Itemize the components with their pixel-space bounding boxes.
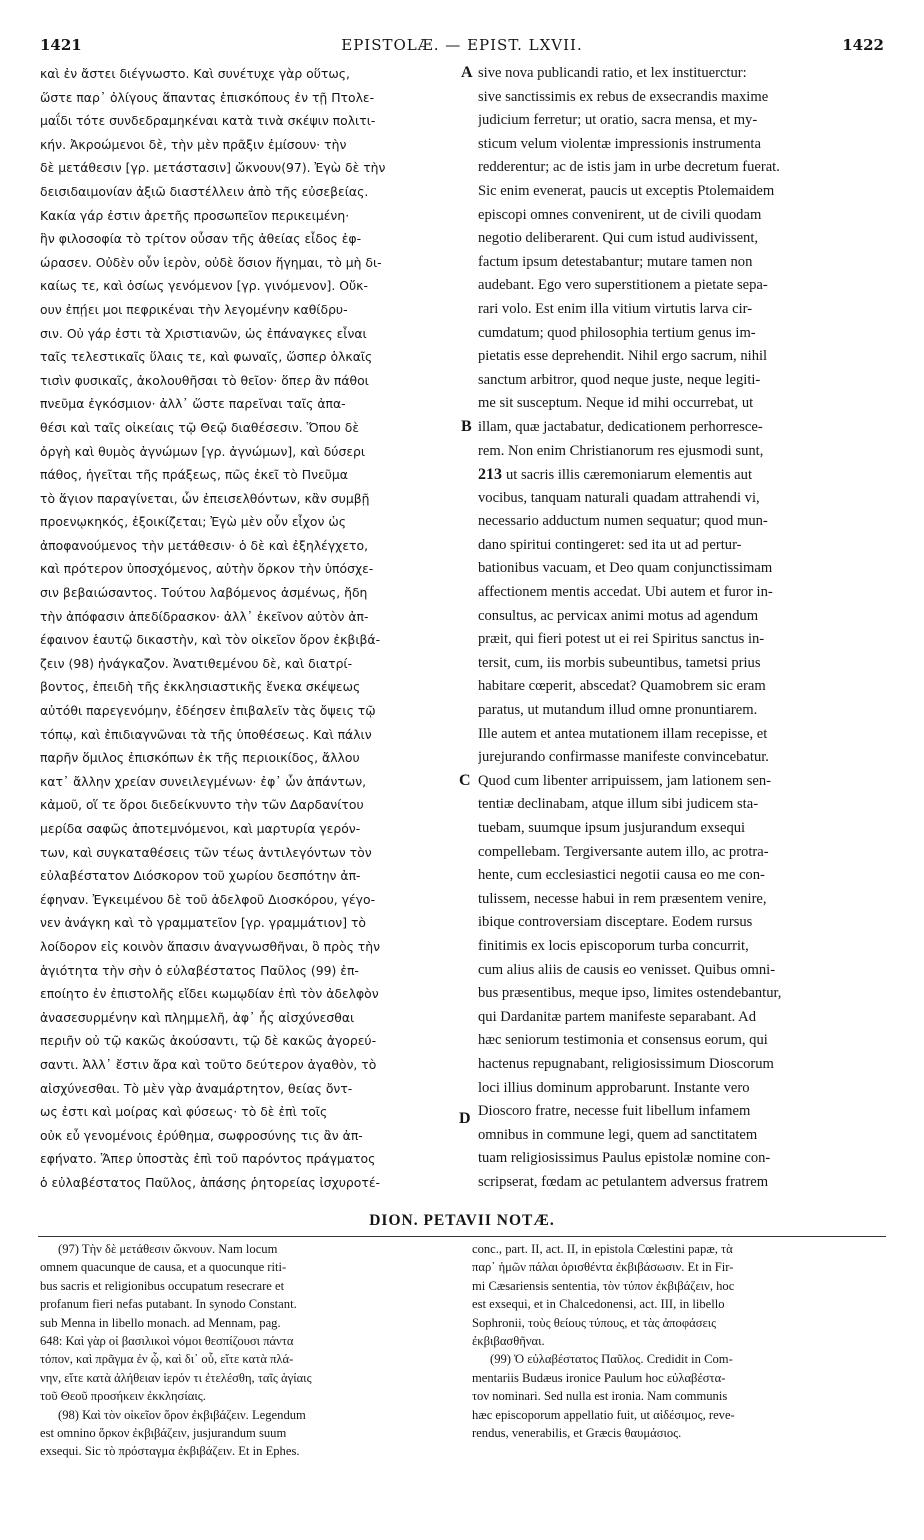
greek-text-line: ἣν φιλοσοφία τὸ τρίτον οὖσαν τῆς ἀθείας εἶδος ἐφ-: [40, 231, 362, 247]
running-title: EPISTOLÆ. — EPIST. LXVII.: [341, 36, 583, 54]
note-line: omnem quacunque de causa, et a quocunque riti-: [40, 1260, 287, 1275]
greek-text-line: εποίητο ἐν ἐπιστολῆς εἴδει κωμῳδίαν ἐπὶ τὸν ἀδελφὸν: [40, 986, 379, 1002]
latin-text-line: Ille autem et antea mutationem illam recepisse, et: [478, 725, 768, 742]
latin-text-line: paratus, ut mutandum illud omne pronuntiarem.: [478, 702, 758, 719]
latin-text-line: sticum velum violentæ impressionis instrumenta: [478, 135, 761, 152]
margin-letter-c: C: [459, 772, 471, 789]
greek-text-line: τόπῳ, καὶ ἐπιδιαγνῶναι τὰ τῆς ὑποθέσεως. Καὶ πάλιν: [40, 726, 372, 742]
latin-text-line: Sic enim evenerat, paucis ut exceptis Ptolemaidem: [478, 182, 775, 199]
greek-text-line: τισὶν φυσικαῖς, ἀκολουθῆσαι τὸ θεῖον· ὅπερ ἂν πάθοι: [40, 372, 369, 388]
note-line: ἐκβιβασθῆναι.: [472, 1333, 545, 1348]
greek-text-line: ἀνασεσυρμένην καὶ πλημμελῆ, ἀφ᾽ ἧς αἰσχύνεσθαι: [40, 1009, 355, 1025]
latin-text-line: consultus, ac pervicax animi motus ad agendum: [478, 607, 759, 624]
margin-letter-d: D: [459, 1110, 471, 1127]
latin-text-line: vocibus, tanquam naturali quadam attrahendi vi,: [478, 489, 760, 506]
latin-text-line: me sit susceptum. Neque id mihi occurrebat, ut: [478, 395, 754, 412]
latin-text-line: scripserat, fœdam ac petulantem adversus fratrem: [478, 1173, 769, 1190]
latin-text-line: ibique controversiam disceptare. Eodem rursus: [478, 914, 753, 931]
greek-text-line: έφηναν. Ἐγκειμένου δὲ τοῦ ἀδελφοῦ Διοσκόρου, γέγο-: [40, 891, 376, 907]
greek-text-line: ουν ἐπῄει μοι πεφρικέναι τὴν λεγομένην καθίδρυ-: [40, 301, 348, 317]
note-line: νην, εἴτε κατὰ ἀλήθειαν ἱερόν τι ἐτελέσθη, ταῖς ἁγίαις: [40, 1370, 312, 1385]
latin-text-line: cum alius aliis de causis eo venisset. Quibus omni-: [478, 961, 776, 978]
note-line: (98) Καὶ τὸν οἰκεῖον ὅρον ἐκβιβάζειν. Legendum: [58, 1407, 306, 1422]
margin-letter-b: B: [461, 418, 472, 435]
greek-text-line: εφήνατο. Ἅπερ ὑποστὰς ἐπὶ τοῦ παρόντος πράγματος: [40, 1151, 376, 1167]
note-line: Sophronii, τοὺς θείους τύπους, et τὰς ἀποφάσεις: [472, 1315, 717, 1330]
greek-text-line: λοίδορον εἰς κοινὸν ἅπασιν ἀναγνωσθῆναι, ὃ πρὸς τὴν: [40, 938, 381, 954]
greek-text-line: καὶ ἐν ἄστει διέγνωστο. Καὶ συνέτυχε γὰρ οὕτως,: [40, 66, 350, 81]
latin-text-line: præit, qui fieri potest ut ei rei Spiritus sanctus in-: [478, 631, 765, 648]
latin-text-line: jurejurando confirmasse manifeste convincebatur.: [478, 749, 769, 766]
latin-text-line: cumdatum; quod philosophia tertium genus im-: [478, 324, 756, 341]
greek-text-line: ὥστε παρ᾽ ὀλίγους ἅπαντας ἐπισκόπους ἐν τῇ Πτολε-: [40, 89, 375, 105]
latin-text-line: 213 ut sacris illis cæremoniarum elementis aut: [478, 466, 753, 484]
note-line: bus sacris et religionibus occupatum resecrare et: [40, 1278, 285, 1293]
note-line: mentariis Budæus ironice Paulum hoc εὐλαβέστα-: [472, 1370, 726, 1385]
latin-text-line: sive nova publicandi ratio, et lex instituerctur:: [478, 65, 747, 81]
latin-text-line: tentiæ declinabam, atque illum sibi judicem sta-: [478, 796, 759, 813]
latin-text-line: rari volo. Est enim illa vitium virtutis larva cir-: [478, 300, 753, 317]
latin-text-line: sive sanctissimis ex rebus de exsecrandis maxime: [478, 88, 769, 105]
note-line: profanum fieri nefas putabant. In synodo Constant.: [40, 1297, 297, 1312]
latin-text-line: pietatis esse deprehendit. Nihil ergo sacrum, nihil: [478, 348, 768, 365]
greek-text-line: σαντι. Ἀλλ᾽ ἔστιν ἄρα καὶ τοῦτο δεύτερον ἀγαθὸν, τὸ: [40, 1056, 377, 1072]
margin-letter-a: A: [461, 64, 473, 81]
note-line: est exsequi, et in Chalcedonensi, act. III, in libello: [472, 1297, 725, 1312]
latin-text-line: tuebam, suumque ipsum jusjurandum exsequi: [478, 820, 746, 836]
note-line: exsequi. Sic τὸ πρόσταγμα ἐκβιβάζειν. Et in Ephes.: [40, 1444, 300, 1459]
greek-text-line: οὐκ εὖ γενομένοις ἐρύθημα, σωφροσύνης τις ἂν ἀπ-: [40, 1127, 363, 1143]
latin-text-line: loci illius dominum approbarunt. Instante vero: [478, 1079, 750, 1096]
greek-text-line: καὶ πρότερον ὑποσχόμενος, αὐτὴν ὅρκον τὴν ὑπόσχε-: [40, 561, 374, 577]
running-header: [0, 36, 924, 60]
greek-text-line: εὐλαβέστατον Διόσκορον τοῦ χωρίου δεσπότην ἀπ-: [40, 868, 361, 884]
greek-text-column: [40, 62, 458, 1195]
greek-text-line: ταῖς τελεστικαῖς ὕλαις τε, καὶ φωναῖς, ὥσπερ ὁλκαῖς: [40, 349, 373, 365]
notes-divider: [38, 1236, 886, 1237]
greek-text-line: μερίδα σαφῶς ἀποτεμνόμενοι, καὶ μαρτυρία γερόν-: [40, 821, 361, 836]
latin-text-line: tersit, cum, iis morbis subeuntibus, tametsi prius: [478, 654, 761, 671]
latin-text-line: illam, quæ jactabatur, dedicationem perhorresce-: [478, 418, 763, 435]
latin-text-line: qui Dardanitæ partem manifeste separabant. Ad: [478, 1008, 757, 1025]
greek-text-line: ὀργὴ καὶ θυμὸς ἀγνώμων [γρ. ἀγνώμων], καὶ δύσερι: [40, 443, 366, 459]
latin-text-line: habitare cœperit, abscedat? Quamobrem sic eram: [478, 678, 766, 695]
note-line: est omnino ὅρκον ἐκβιβάζειν, jusjurandum suum: [40, 1425, 287, 1440]
greek-text-line: ἁγιότητα τὴν σὴν ὁ εὐλαβέστατος Παῦλος (99) ἐπ-: [40, 962, 359, 978]
latin-text-line: factum ipsum detestabantur; mutare tamen non: [478, 253, 753, 270]
greek-text-line: δεισιδαιμονίαν ἀξιῶ διαστέλλειν ἀπὸ τῆς εὐσεβείας.: [40, 183, 369, 199]
latin-text-line: tuam religiosissimus Paulus epistolæ nomine con-: [478, 1150, 771, 1167]
note-line: παρ᾽ ἡμῶν πάλαι ὁρισθέντα ἐκβιβάσωσιν. Et in Fir-: [472, 1260, 734, 1275]
greek-text-line: των, καὶ συγκαταθέσεις τῶν τέως ἀντιλεγόντων τὸν: [40, 844, 372, 860]
note-line: hæc episcoporum appellatio fuit, ut αἰδέσιμος, reve-: [472, 1407, 735, 1422]
latin-text-line: hente, cum ecclesiastici negotii causa eo me con-: [478, 867, 765, 884]
latin-text-line: omnibus in commune legi, quem ad sanctitatem: [478, 1126, 758, 1143]
greek-text-line: σιν βεβαιώσαντος. Τούτου λαβόμενος ἀσμένως, ἤδη: [40, 585, 368, 601]
latin-text-line: necessario adductum numen sequatur; quod mun-: [478, 513, 768, 530]
notes-title: DION. PETAVII NOTÆ.: [369, 1212, 555, 1229]
greek-text-line: κήν. Ἀκροώμενοι δὲ, τὴν μὲν πρᾶξιν ἐμίσουν· τὴν: [40, 136, 347, 152]
latin-text-line: redderentur; ac de istis jam in urbe decretum fuerat.: [478, 159, 780, 176]
greek-text-line: βοντος, ἐπειδὴ τῆς ἐκκλησιαστικῆς ἕνεκα σκέψεως: [40, 679, 361, 695]
greek-text-line: τὸ ἅγιον παραγίνεται, ὧν ἐπεισελθόντων, κἂν συμβῇ: [40, 490, 370, 506]
latin-text-line: affectionem mentis accedat. Ubi autem et furor in-: [478, 584, 773, 601]
latin-text-line: hæc seniorum testimonia et consensus eorum, qui: [478, 1032, 768, 1049]
column-page-marker: 213: [478, 466, 506, 484]
latin-text-line: finitimis ex locis episcoporum turba concurrit,: [478, 937, 749, 954]
greek-text-line: δὲ μετάθεσιν [γρ. μετάστασιν] ὤκνουν(97). Ἐγὼ δὲ τὴν: [40, 160, 386, 176]
greek-text-line: κατ᾽ ἄλλην χρείαν συνειλεγμένων· ἐφ᾽ ὧν ἁπάντων,: [40, 773, 367, 789]
latin-text-column: [478, 62, 882, 1195]
greek-text-line: ώρασεν. Οὐδὲν οὖν ἱερὸν, οὐδὲ ὅσιον ἥγημαι, τὸ μὴ δι-: [40, 254, 382, 270]
latin-text-line: judicium ferretur; ut oratio, sacra mensa, et my-: [478, 112, 758, 129]
note-line: mi Cæsariensis sententia, τὸν τύπον ἐκβιβάζειν, hoc: [472, 1278, 735, 1293]
latin-text-line: bus præsentibus, meque ipso, limites ostendebantur,: [478, 985, 782, 1002]
greek-text-line: πάθος, ἡγεῖται τῆς πράξεως, πῶς ἐκεῖ τὸ Πνεῦμα: [40, 467, 348, 483]
latin-text-line: dano spiritui contingeret: sed ita ut ad pertur-: [478, 536, 742, 553]
note-line: conc., part. II, act. II, in epistola Cœlestini papæ, τὰ: [472, 1242, 733, 1256]
greek-text-line: περιῆν οὐ τῷ κακῶς ἀκούσαντι, τῷ δὲ κακῶς ἀγορεύ-: [40, 1033, 377, 1049]
greek-text-line: θέσι καὶ ταῖς οἰκείαις τῷ Θεῷ διαθέσεσιν. Ὅπου δὲ: [40, 419, 360, 435]
greek-text-line: σιν. Οὐ γάρ ἐστι τὰ Χριστιανῶν, ὡς ἐπάναγκες εἶναι: [40, 325, 367, 341]
page-number-right: 1422: [842, 36, 884, 54]
latin-text-line: audebant. Ego vero superstitionem a pietate sepa-: [478, 277, 768, 294]
greek-text-line: πνεῦμα ἐγκόσμιον· ἀλλ᾽ ὥστε παρεῖναι ταῖς ἀπα-: [40, 396, 346, 412]
note-line: sub Menna in libello monach. ad Mennam, pag.: [40, 1315, 281, 1330]
latin-text-line: hactenus repugnabant, religiosissimum Dioscorum: [478, 1055, 774, 1072]
latin-text-line: tulissem, necesse habui in rem præsentem venire,: [478, 890, 767, 907]
notes-left-column: [40, 1240, 458, 1461]
note-line: τον nominari. Sed nulla est ironia. Nam communis: [472, 1389, 728, 1404]
greek-text-line: μαΐδι τότε συνδεδραμηκέναι κατὰ τινὰ σκέψιν πολιτι-: [40, 113, 376, 129]
note-line: rendus, venerabilis, et Græcis θαυμάσιος.: [472, 1425, 682, 1440]
greek-text-line: αὐτόθι παρεγενόμην, ἐδέησεν ἐπιβαλεῖν τὰς ὄψεις τῷ: [40, 703, 376, 719]
latin-text-line: compellebam. Tergiversante autem illo, ac protra-: [478, 843, 769, 860]
note-line: (97) Τὴν δὲ μετάθεσιν ὤκνουν. Nam locum: [58, 1242, 278, 1256]
latin-text-line: Quod cum libenter arripuissem, jam lationem sen-: [478, 772, 772, 789]
note-line: τοῦ Θεοῦ προσήκειν ἐκκλησίαις.: [40, 1389, 206, 1404]
greek-text-line: έφαινον ἑαυτῷ δικαστὴν, καὶ τὸν οἰκεῖον ὅρον ἐκβιβά-: [40, 632, 381, 648]
greek-text-line: παρῆν ὅμιλος ἐπισκόπων ἐκ τῆς περιοικίδος, ἄλλου: [40, 750, 360, 766]
note-line: τόπον, καὶ πρᾶγμα ἐν ᾧ, καὶ δι᾽ οὗ, εἴτε κατὰ πλά-: [40, 1352, 294, 1367]
greek-text-line: ἀποφανούμενος τὴν μετάθεσιν· ὁ δὲ καὶ ἐξηλέγχετο,: [40, 537, 369, 553]
notes-right-column: [472, 1240, 884, 1442]
greek-text-line: ζειν (98) ἠνάγκαζον. Ἀνατιθεμένου δὲ, καὶ διατρί-: [40, 655, 353, 671]
greek-text-line: καίως τε, καὶ ὁσίως γενόμενον [γρ. γινόμενον]. Οὔκ-: [40, 278, 368, 294]
greek-text-line: τὴν ἀπόφασιν ἀπεδίδρασκον· ἀλλ᾽ ἐκεῖνον αὐτὸν ἀπ-: [40, 608, 369, 624]
latin-text-line: sanctum arbitror, quod neque juste, neque legiti-: [478, 371, 761, 388]
greek-text-line: προενῳκηκός, ἐξοικίζεται; Ἐγὼ μὲν οὖν εἶχον ὡς: [40, 514, 346, 530]
note-line: (99) Ὁ εὐλαβέστατος Παῦλος. Credidit in Com-: [490, 1352, 733, 1367]
latin-text-line: bationibus vacuam, et Deo quam conjunctissimam: [478, 560, 773, 577]
greek-text-line: ὁ εὐλαβέστατος Παῦλος, ἁπάσης ῥητορείας ἰσχυροτέ-: [40, 1174, 380, 1190]
latin-text-line: negotio deliberarent. Qui cum istud audivissent,: [478, 230, 759, 247]
greek-text-line: αἰσχύνεσθαι. Τὸ μὲν γὰρ ἀναμάρτητον, θείας ὄντ-: [40, 1080, 353, 1096]
latin-text-line: rem. Non enim Christianorum res ejusmodi sunt,: [478, 442, 764, 459]
note-line: 648: Καὶ γὰρ οἱ βασιλικοὶ νόμοι θεσπίζουσι πάντα: [40, 1333, 294, 1348]
greek-text-line: ως ἐστι καὶ μοίρας καὶ φύσεως· τὸ δὲ ἐπὶ τοῖς: [40, 1104, 328, 1120]
latin-text-line: Dioscoro fratre, necesse fuit libellum infamem: [478, 1103, 751, 1120]
latin-text-line: episcopi omnes convenirent, ut de civili quodam: [478, 206, 762, 223]
page-number-left: 1421: [40, 36, 82, 54]
greek-text-line: κἀμοῦ, οἵ τε ὅροι διεδείκνυντο τὴν τῶν Δαρδανίτου: [40, 797, 364, 813]
greek-text-line: Κακία γάρ ἐστιν ἀρετῆς προσωπεῖον περικειμένη·: [40, 207, 350, 223]
greek-text-line: νεν ἀνάγκη καὶ τὸ γραμματεῖον [γρ. γραμμάτιον] τὸ: [40, 915, 367, 931]
